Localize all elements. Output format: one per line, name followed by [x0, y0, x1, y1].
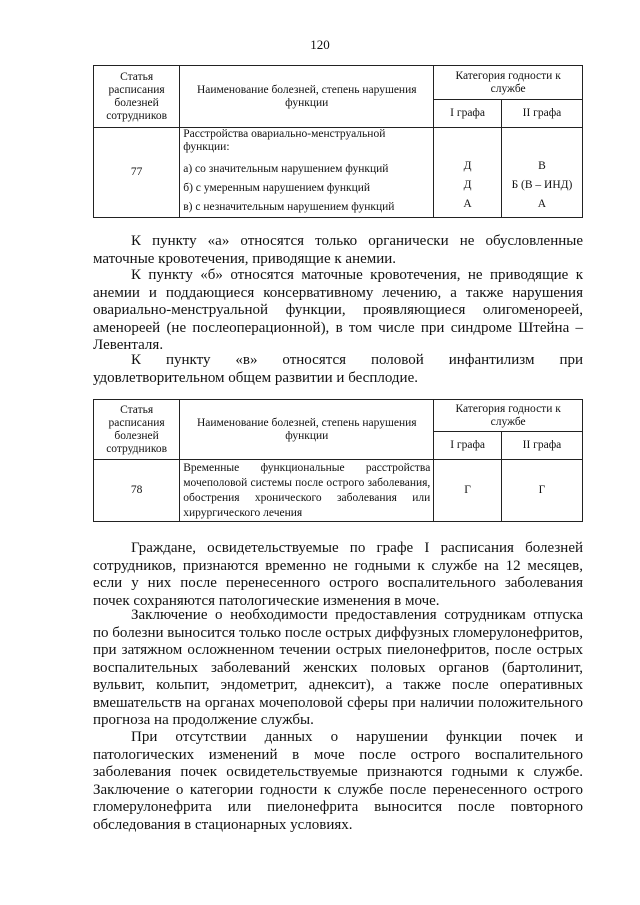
- header-article: Статья расписания болезней сотрудников: [94, 66, 180, 128]
- graph1-b: Д: [463, 179, 472, 191]
- header-category: Категория годности к службе: [434, 66, 583, 100]
- graph1-value: Г: [434, 460, 502, 522]
- page-number: 120: [310, 37, 330, 52]
- item-c: в) с незначительным нарушением функций: [183, 201, 395, 213]
- graph2-c: А: [537, 198, 547, 210]
- paragraph-fit-for-service: При отсутствии данных о нарушении функции почек и патологических изменений в моче после острого воспалительного заболевания почек освидетельствуемые признаются годными к службе. Заключение о категории годности к службе после перенесенного острого гломерулонефрита или пиелонефрита выносится после повторного обследования в стационарных условиях.: [93, 729, 583, 833]
- header-name: Наименование болезней, степень нарушения функции: [180, 400, 434, 460]
- disease-title: Расстройства овариально-менструальной функции:: [183, 128, 386, 153]
- article-number: 78: [94, 460, 180, 522]
- disease-table-77: [93, 65, 583, 218]
- paragraph-item-b: К пункту «б» относятся маточные кровотечения, не приводящие к анемии и поддающиеся консервативному лечению, а также нарушения овариально-менструальной функции, проявляющиеся олигоменореей, аменореей (не послеоперационной), в том числе при синдроме Штейна – Левенталя.: [93, 267, 583, 353]
- paragraph-item-c: К пункту «в» относятся половой инфантилизм при удовлетворительном общем развитии и бесплодие.: [93, 352, 583, 386]
- graph2-value: Г: [501, 460, 582, 522]
- paragraph-item-a: К пункту «а» относятся только органически не обусловленные маточные кровотечения, приводящие к анемии.: [93, 233, 583, 267]
- graph2-b: Б (В – ИНД): [511, 179, 573, 191]
- graph1-c: А: [463, 198, 472, 210]
- disease-description: [180, 128, 434, 218]
- header-graph1: I графа: [434, 100, 502, 128]
- disease-description: Временные функциональные расстройства мочеполовой системы после острого заболевания, обострения хронического заболевания или хирургического лечения: [180, 460, 434, 522]
- header-graph2: II графа: [501, 432, 582, 460]
- header-name: Наименование болезней, степень нарушения функции: [180, 66, 434, 128]
- graph2-values: [501, 128, 582, 218]
- header-graph2: II графа: [501, 100, 582, 128]
- graph1-values: [434, 128, 502, 218]
- article-number: 77: [94, 128, 180, 218]
- item-b: б) с умеренным нарушением функций: [183, 182, 371, 194]
- disease-table-78: [93, 399, 583, 522]
- graph2-a: В: [538, 160, 546, 172]
- item-a: а) со значительным нарушением функций: [183, 163, 389, 175]
- paragraph-sick-leave: Заключение о необходимости предоставления сотрудникам отпуска по болезни выносится только после острых диффузных гломерулонефритов, при затяжном осложненном течении острых пиелонефритов, после острых воспалительных заболеваний женских половых органов (бартолинит, вульвит, кольпит, эндометрит, аднексит), а также после оперативных вмешательств на органах мочеполовой сферы при наличии положительного прогноза на продолжение службы.: [93, 607, 583, 728]
- header-article: Статья расписания болезней сотрудников: [94, 400, 180, 460]
- header-graph1: I графа: [434, 432, 502, 460]
- graph1-a: Д: [463, 160, 472, 172]
- header-category: Категория годности к службе: [434, 400, 583, 432]
- paragraph-temporary-unfit: Граждане, освидетельствуемые по графе I расписания болезней сотрудников, признаются временно не годными к службе на 12 месяцев, если у них после перенесенного острого воспалительного заболевания почек сохраняются патологические изменения в моче.: [93, 540, 583, 609]
